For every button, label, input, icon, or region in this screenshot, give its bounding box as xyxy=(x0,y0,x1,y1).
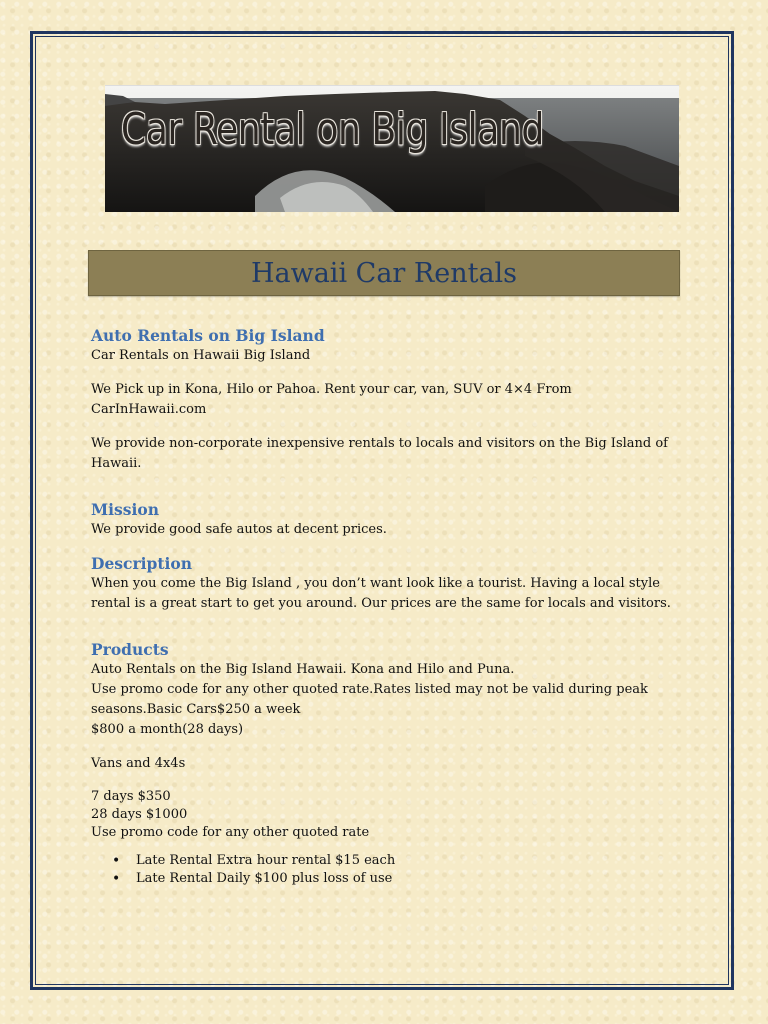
paragraph-mission: We provide good safe autos at decent prices. xyxy=(91,522,387,537)
late-rental-list xyxy=(91,852,671,888)
price-7-days: 7 days $350 xyxy=(91,789,171,804)
paragraph-products-3: $800 a month(28 days) xyxy=(91,722,244,737)
document-title: Hawaii Car Rentals xyxy=(250,257,518,289)
document-body xyxy=(91,326,671,888)
section-heading-auto-rentals: Auto Rentals on Big Island xyxy=(91,326,325,345)
promo-note: Use promo code for any other quoted rate xyxy=(91,825,370,840)
list-item: • Late Rental Extra hour rental $15 each xyxy=(91,852,671,870)
section-heading-description: Description xyxy=(91,554,193,573)
paragraph-auto-2: We Pick up in Kona, Hilo or Pahoa. Rent your car, van, SUV or 4×4 From CarInHawaii.com xyxy=(91,382,572,417)
price-28-days: 28 days $1000 xyxy=(91,807,188,822)
paragraph-products-1: Auto Rentals on the Big Island Hawaii. Kona and Hilo and Puna. xyxy=(91,662,515,677)
document-title-bar xyxy=(88,250,680,296)
paragraph-auto-3: We provide non-corporate inexpensive rentals to locals and visitors on the Big Island of Hawaii. xyxy=(91,436,668,471)
paragraph-products-2: Use promo code for any other quoted rate.Rates listed may not be valid during peak seasons.Basic Cars$250 a week xyxy=(91,682,648,717)
header-banner-image xyxy=(105,85,679,212)
section-heading-mission: Mission xyxy=(91,500,159,519)
paragraph-vans: Vans and 4x4s xyxy=(91,756,186,771)
paragraph-description: When you come the Big Island , you don’t want look like a tourist. Having a local style rental is a great start to get you around. Our prices are the same for locals and visitors. xyxy=(91,576,671,611)
section-heading-products: Products xyxy=(91,640,169,659)
paragraph-auto-1: Car Rentals on Hawaii Big Island xyxy=(91,348,311,363)
banner-title-text: Car Rental on Big Island xyxy=(121,104,544,155)
list-item: • Late Rental Daily $100 plus loss of use xyxy=(91,870,671,888)
